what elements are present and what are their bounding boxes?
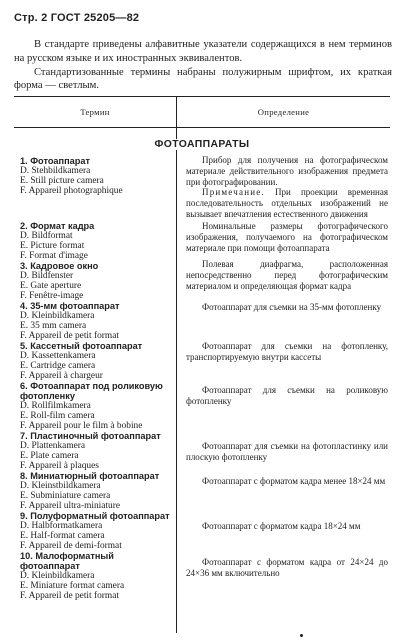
- term-en: E. Roll-film camera: [20, 410, 95, 421]
- note-heading: Примечание.: [202, 187, 265, 198]
- term-de: D. Kleinbildkamera: [20, 570, 95, 581]
- term-en: E. Picture format: [20, 240, 85, 251]
- term-fr: F. Appareil à plaques: [20, 460, 99, 471]
- definition-2: Номинальные размеры фотографического изображения, получаемого на фотографическом материале при помощи фотоаппарата: [186, 221, 388, 253]
- page-dot: [300, 634, 303, 637]
- term-en: E. Half-format camera: [20, 530, 105, 541]
- term-en: E. Cartridge camera: [20, 360, 96, 371]
- term-ru: 3. Кадровое окно: [20, 261, 99, 271]
- term-fr: F. Appareil de petit format: [20, 590, 119, 601]
- term-de: D. Stehbildkamera: [20, 165, 91, 176]
- intro-paragraph-2: Стандартизованные термины набраны полужирным шрифтом, их краткая форма — светлым.: [14, 66, 392, 92]
- running-head: Стр. 2 ГОСТ 25205—82: [14, 12, 140, 24]
- term-entry-7: [20, 432, 174, 472]
- term-de: D. Bildformat: [20, 230, 73, 241]
- term-ru: 5. Кассетный фотоаппарат: [20, 341, 143, 351]
- term-de: D. Kleinstbildkamera: [20, 480, 101, 491]
- column-divider: [176, 127, 177, 633]
- term-ru: 1. Фотоаппарат: [20, 156, 90, 166]
- term-de: D. Kassettenkamera: [20, 350, 96, 361]
- term-ru: 4. 35-мм фотоаппарат: [20, 301, 120, 311]
- intro-paragraph-1: В стандарте приведены алфавитные указатели содержащихся в нем терминов на русском языке и их иностранных эквивалентов.: [14, 39, 392, 64]
- definition-5: Фотоаппарат для съемки на фотопленку, транспортируемую внутри кассеты: [186, 341, 388, 362]
- term-ru: 6. Фотоаппарат под роликовую фотопленку: [20, 381, 163, 401]
- term-entry-3: [20, 262, 174, 302]
- term-ru: 7. Пластиночный фотоаппарат: [20, 431, 161, 441]
- column-header-definition: Определение: [177, 97, 390, 128]
- term-en: E. Miniature format camera: [20, 580, 125, 591]
- term-fr: F. Format d'image: [20, 250, 88, 261]
- term-entry-5: [20, 342, 174, 382]
- term-entry-10: [20, 552, 174, 602]
- term-entry-4: [20, 302, 174, 342]
- definition-4: Фотоаппарат для съемки на 35-мм фотопленку: [202, 302, 382, 312]
- note-text: При проекции временная последовательность отдельных изображений не вызывает впечатления естественного движения: [186, 187, 389, 219]
- term-ru: 8. Миниатюрный фотоаппарат: [20, 471, 160, 481]
- term-en: E. 35 mm camera: [20, 320, 87, 331]
- definition-8: Фотоаппарат с форматом кадра менее 18×24 мм: [202, 476, 386, 486]
- term-ru: 9. Полуформатный фотоаппарат: [20, 511, 170, 521]
- term-de: D. Plattenkamera: [20, 440, 86, 451]
- term-ru: 10. Малоформатный фотоаппарат: [20, 551, 114, 571]
- term-entry-6: [20, 382, 174, 432]
- term-en: E. Gate aperture: [20, 280, 82, 291]
- term-entry-1: [20, 157, 174, 197]
- term-de: D. Halbformatkamera: [20, 520, 103, 531]
- definition-1: [186, 155, 388, 220]
- definition-3: Полевая диафрагма, расположенная непосредственно перед фотографическим материалом и определяющая формат кадра: [186, 259, 388, 291]
- definition-9: Фотоаппарат с форматом кадра 18×24 мм: [202, 521, 361, 531]
- term-fr: F. Appareil ultra-miniature: [20, 500, 121, 511]
- definition-7: Фотоаппарат для съемки на фотопластинку или плоскую фотопленку: [186, 441, 388, 462]
- intro-text: [14, 38, 392, 93]
- term-fr: F. Appareil photographique: [20, 185, 123, 196]
- term-en: E. Still picture camera: [20, 175, 104, 186]
- term-ru: 2. Формат кадра: [20, 221, 95, 231]
- term-entry-2: [20, 222, 174, 262]
- term-de: D. Bildfenster: [20, 270, 74, 281]
- term-fr: F. Appareil de petit format: [20, 330, 119, 341]
- term-fr: F. Appareil à chargeur: [20, 370, 103, 381]
- term-fr: F. Appareil pour le film à bobine: [20, 420, 143, 431]
- term-entry-8: [20, 472, 174, 512]
- definition-6: Фотоаппарат для съемки на роликовую фотопленку: [186, 385, 388, 406]
- term-fr: F. Appareil de demi-format: [20, 540, 122, 551]
- column-header-term: Термин: [14, 97, 177, 128]
- term-de: D. Kleinbildkamera: [20, 310, 95, 321]
- term-entry-9: [20, 512, 174, 552]
- term-de: D. Rollfilmkamera: [20, 400, 91, 411]
- definition-10: Фотоаппарат с форматом кадра от 24×24 до 24×36 мм включительно: [186, 557, 388, 578]
- terms-table: [14, 96, 390, 633]
- section-title: ФОТОАППАРАТЫ: [14, 139, 390, 150]
- term-en: E. Plate camera: [20, 450, 79, 461]
- term-fr: F. Fenêtre-image: [20, 290, 84, 301]
- term-en: E. Subminiature camera: [20, 490, 111, 501]
- definition-text: Прибор для получения на фотографическом материале действительного изображения предмета при фотографировании.: [186, 155, 388, 187]
